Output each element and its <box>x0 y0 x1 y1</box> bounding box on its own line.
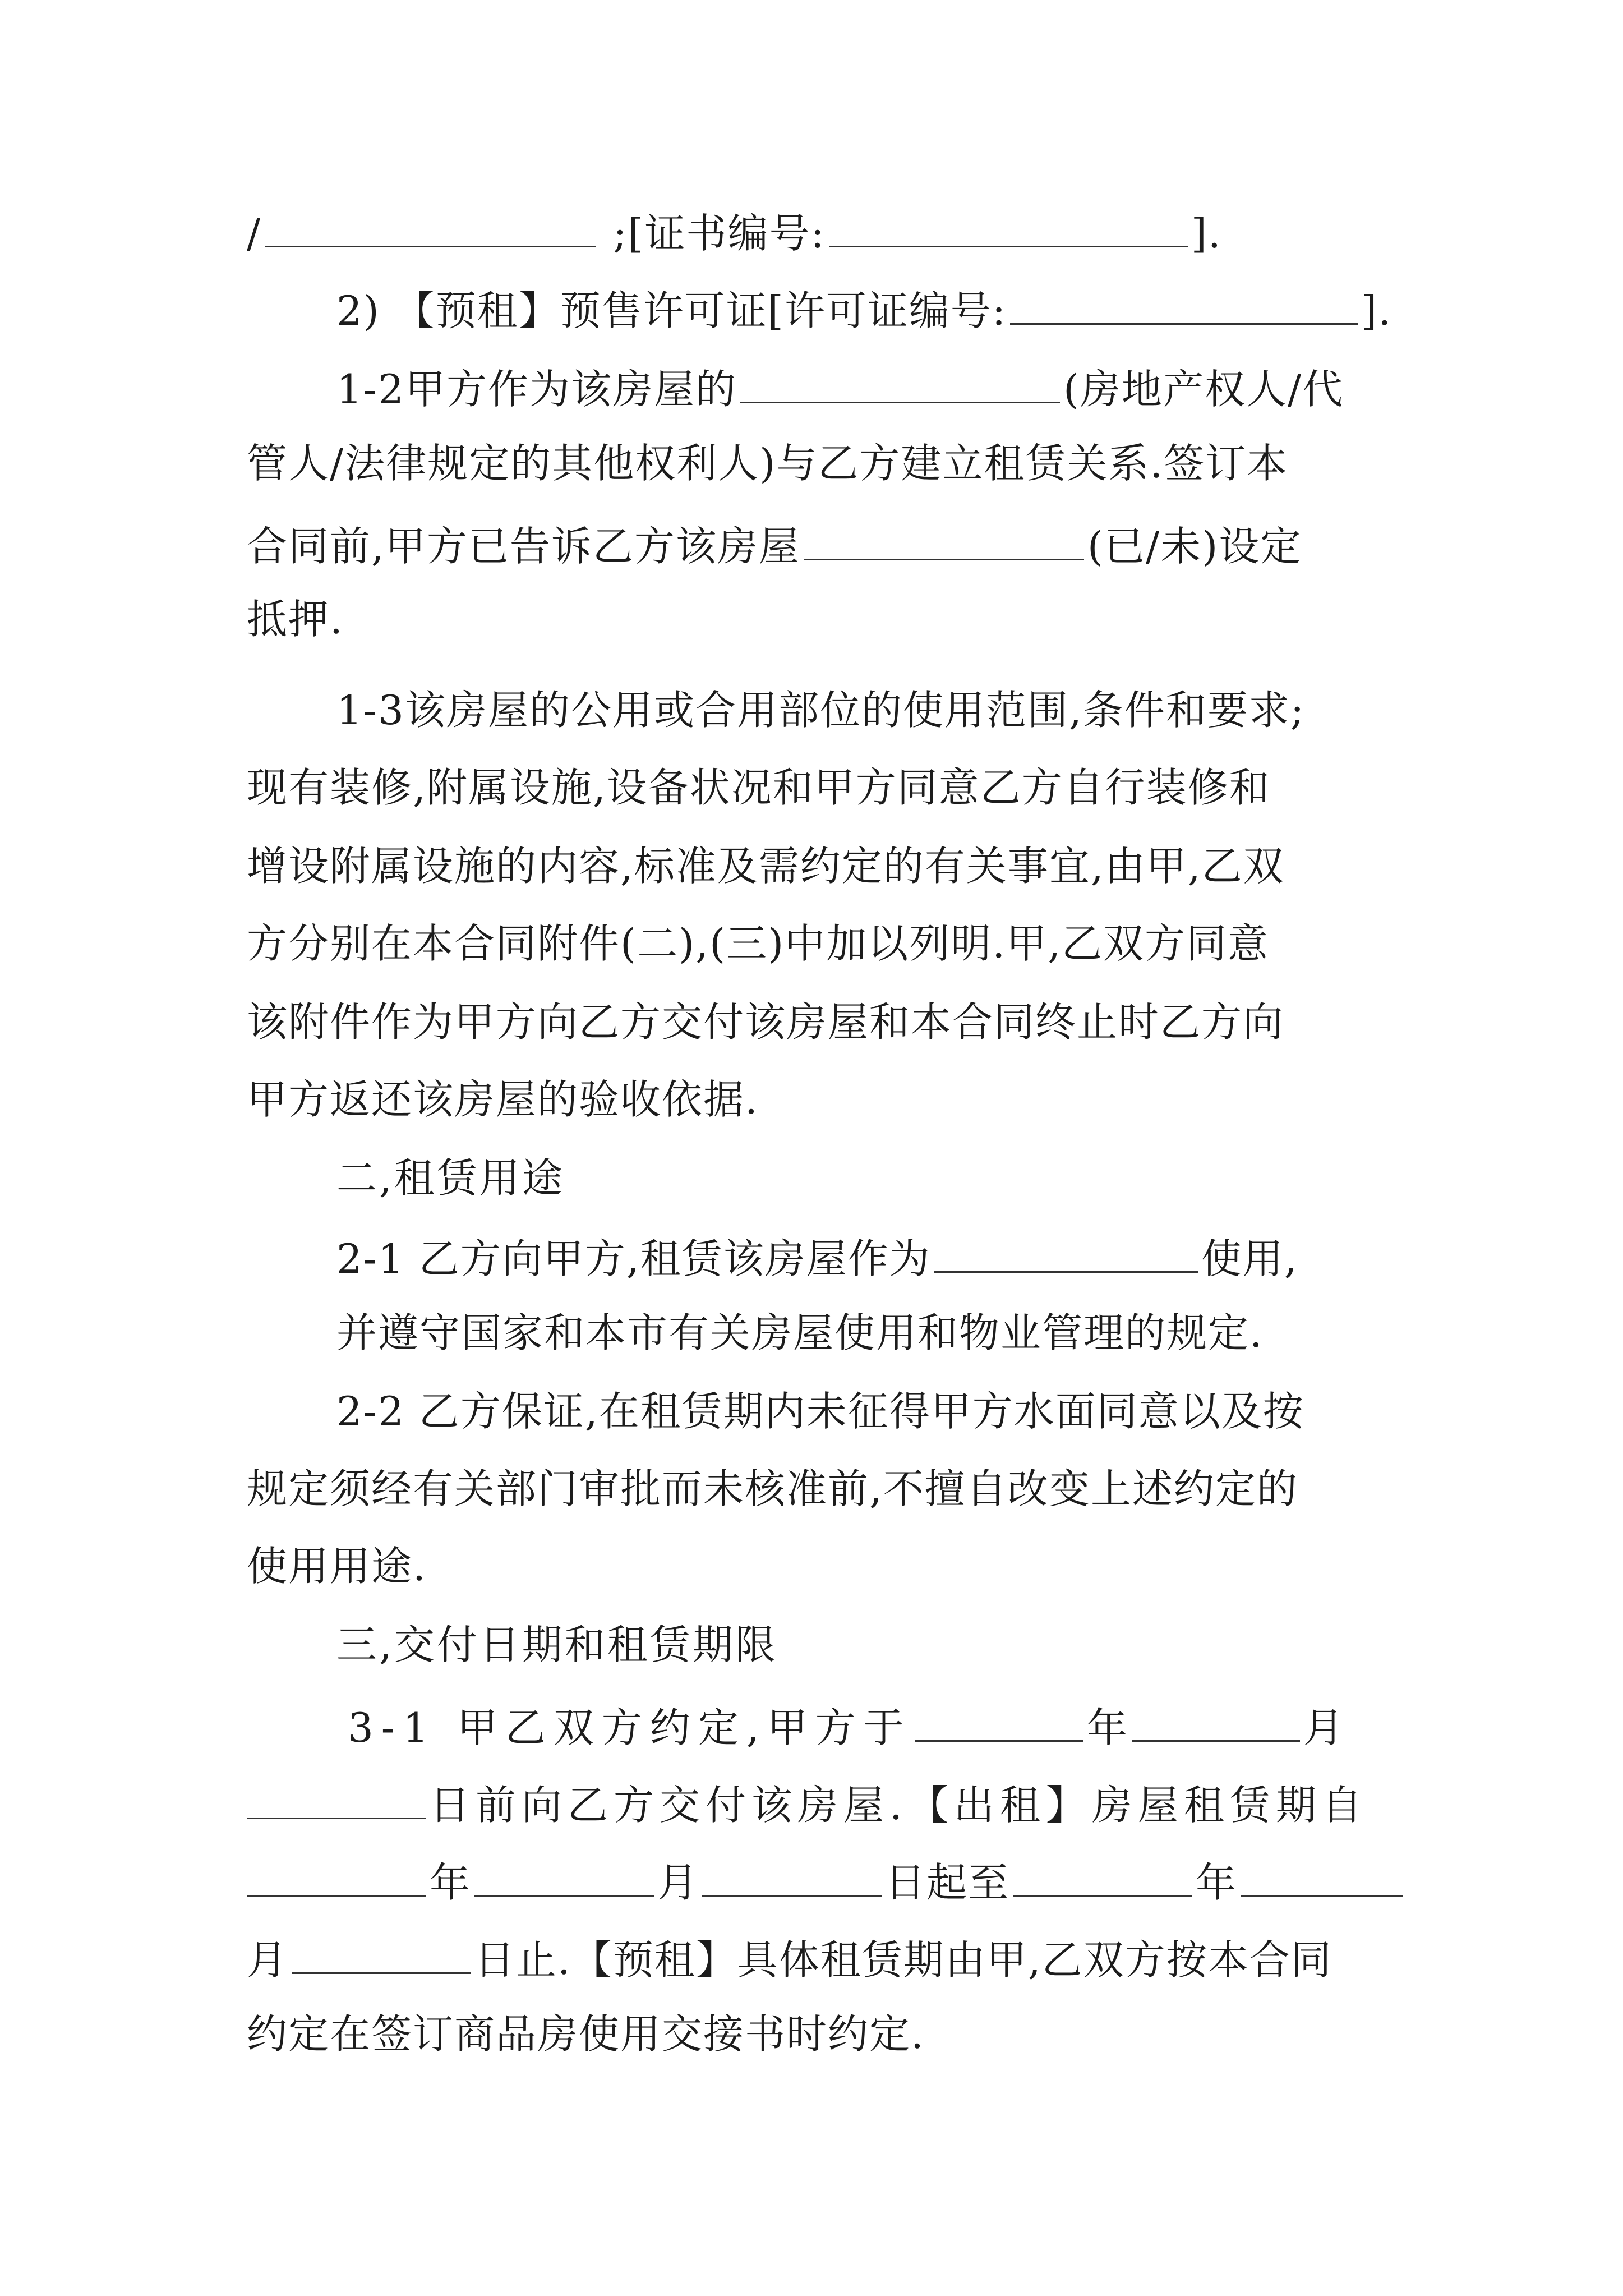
text-line: 并遵守国家和本市有关房屋使用和物业管理的规定. <box>336 1309 1264 1356</box>
text-line: 使用用途. <box>247 1543 427 1590</box>
blank-field <box>265 209 596 247</box>
permit-number-blank <box>1010 286 1358 325</box>
clause-3-1-text: 3-1 甲乙双方约定,甲方于 <box>348 1704 912 1751</box>
delivery-year-blank <box>915 1703 1083 1742</box>
slash-text: / <box>247 210 262 257</box>
line-delivery-day <box>247 1780 1374 1829</box>
year-label: 年 <box>1086 1704 1128 1751</box>
clause-1-2-text: 1-2甲方作为该房屋的 <box>336 366 737 413</box>
end-month-blank-start <box>1241 1858 1403 1897</box>
end-year-blank <box>1013 1858 1192 1897</box>
year-label: 年 <box>1196 1859 1238 1906</box>
delivery-month-blank <box>1132 1703 1300 1742</box>
usage-blank <box>934 1234 1198 1273</box>
certificate-number-blank <box>829 209 1188 247</box>
delivery-day-blank <box>247 1780 426 1819</box>
line-lease-end <box>247 1935 1374 1984</box>
mortgage-options: (已/未)设定 <box>1087 523 1302 570</box>
mortgage-blank <box>804 522 1084 560</box>
mortgage-text: 合同前,甲方已告诉乙方该房屋 <box>247 523 800 570</box>
text-line: 现有装修,附属设施,设备状况和甲方同意乙方自行装修和 <box>247 764 1271 811</box>
month-label: 月 <box>1303 1704 1345 1751</box>
text-line: 抵押. <box>247 596 344 643</box>
text-line: 管人/法律规定的其他权利人)与乙方建立租赁关系.签订本 <box>247 440 1289 487</box>
clause-2-1-text: 2-1 乙方向甲方,租赁该房屋作为 <box>336 1235 931 1282</box>
end-day-blank <box>292 1935 471 1974</box>
start-to-label: 日起至 <box>885 1859 1010 1906</box>
start-year-blank <box>247 1858 426 1897</box>
usage-suffix: 使用, <box>1201 1235 1298 1282</box>
month-label: 月 <box>247 1936 289 1984</box>
line-lease-period <box>247 1858 1374 1906</box>
text-line: 该附件作为甲方向乙方交付该房屋和本合同终止时乙方向 <box>247 999 1285 1046</box>
text-line: 约定在签订商品房使用交接书时约定. <box>247 2010 925 2058</box>
month-label: 月 <box>657 1859 699 1906</box>
clause-2-2-text: 2-2 乙方保证,在租赁期内未征得甲方水面同意以及按 <box>336 1388 1304 1435</box>
bracket-close: ]. <box>1361 287 1393 334</box>
line-mortgage <box>247 522 1374 570</box>
clause-1-3-text: 1-3该房屋的公用或合用部位的使用范围,条件和要求; <box>336 687 1306 734</box>
text-line: 甲方返还该房屋的验收依据. <box>247 1076 759 1123</box>
line-3-1 <box>348 1703 1374 1751</box>
presale-permit-label: 2) 【预租】预售许可证[许可证编号: <box>336 287 1007 334</box>
role-options: (房地产权人/代 <box>1063 366 1344 413</box>
role-blank <box>740 365 1060 403</box>
start-day-blank <box>702 1858 882 1897</box>
section-heading-lease-use: 二,租赁用途 <box>336 1154 565 1202</box>
text-line: 规定须经有关部门审批而未核准前,不擅自改变上述约定的 <box>247 1465 1298 1512</box>
line-1-2 <box>336 365 1464 413</box>
text-line: 方分别在本合同附件(二),(三)中加以列明.甲,乙双方同意 <box>247 920 1270 967</box>
certificate-number-label: ;[证书编号: <box>613 210 826 257</box>
line-presale-permit <box>336 286 1464 334</box>
text-line: 增设附属设施的内容,标准及需约定的有关事宜,由甲,乙双 <box>247 843 1285 890</box>
bracket-close: ]. <box>1191 210 1222 257</box>
year-label: 年 <box>430 1859 472 1906</box>
start-month-blank <box>474 1858 654 1897</box>
line-2-1 <box>336 1234 1464 1282</box>
delivery-text: 日前向乙方交付该房屋.【出租】房屋租赁期自 <box>430 1782 1368 1829</box>
section-heading-delivery-term: 三,交付日期和租赁期限 <box>336 1621 778 1668</box>
end-text: 日止.【预租】具体租赁期由甲,乙双方按本合同 <box>474 1936 1332 1984</box>
line-certificate <box>247 209 1374 257</box>
